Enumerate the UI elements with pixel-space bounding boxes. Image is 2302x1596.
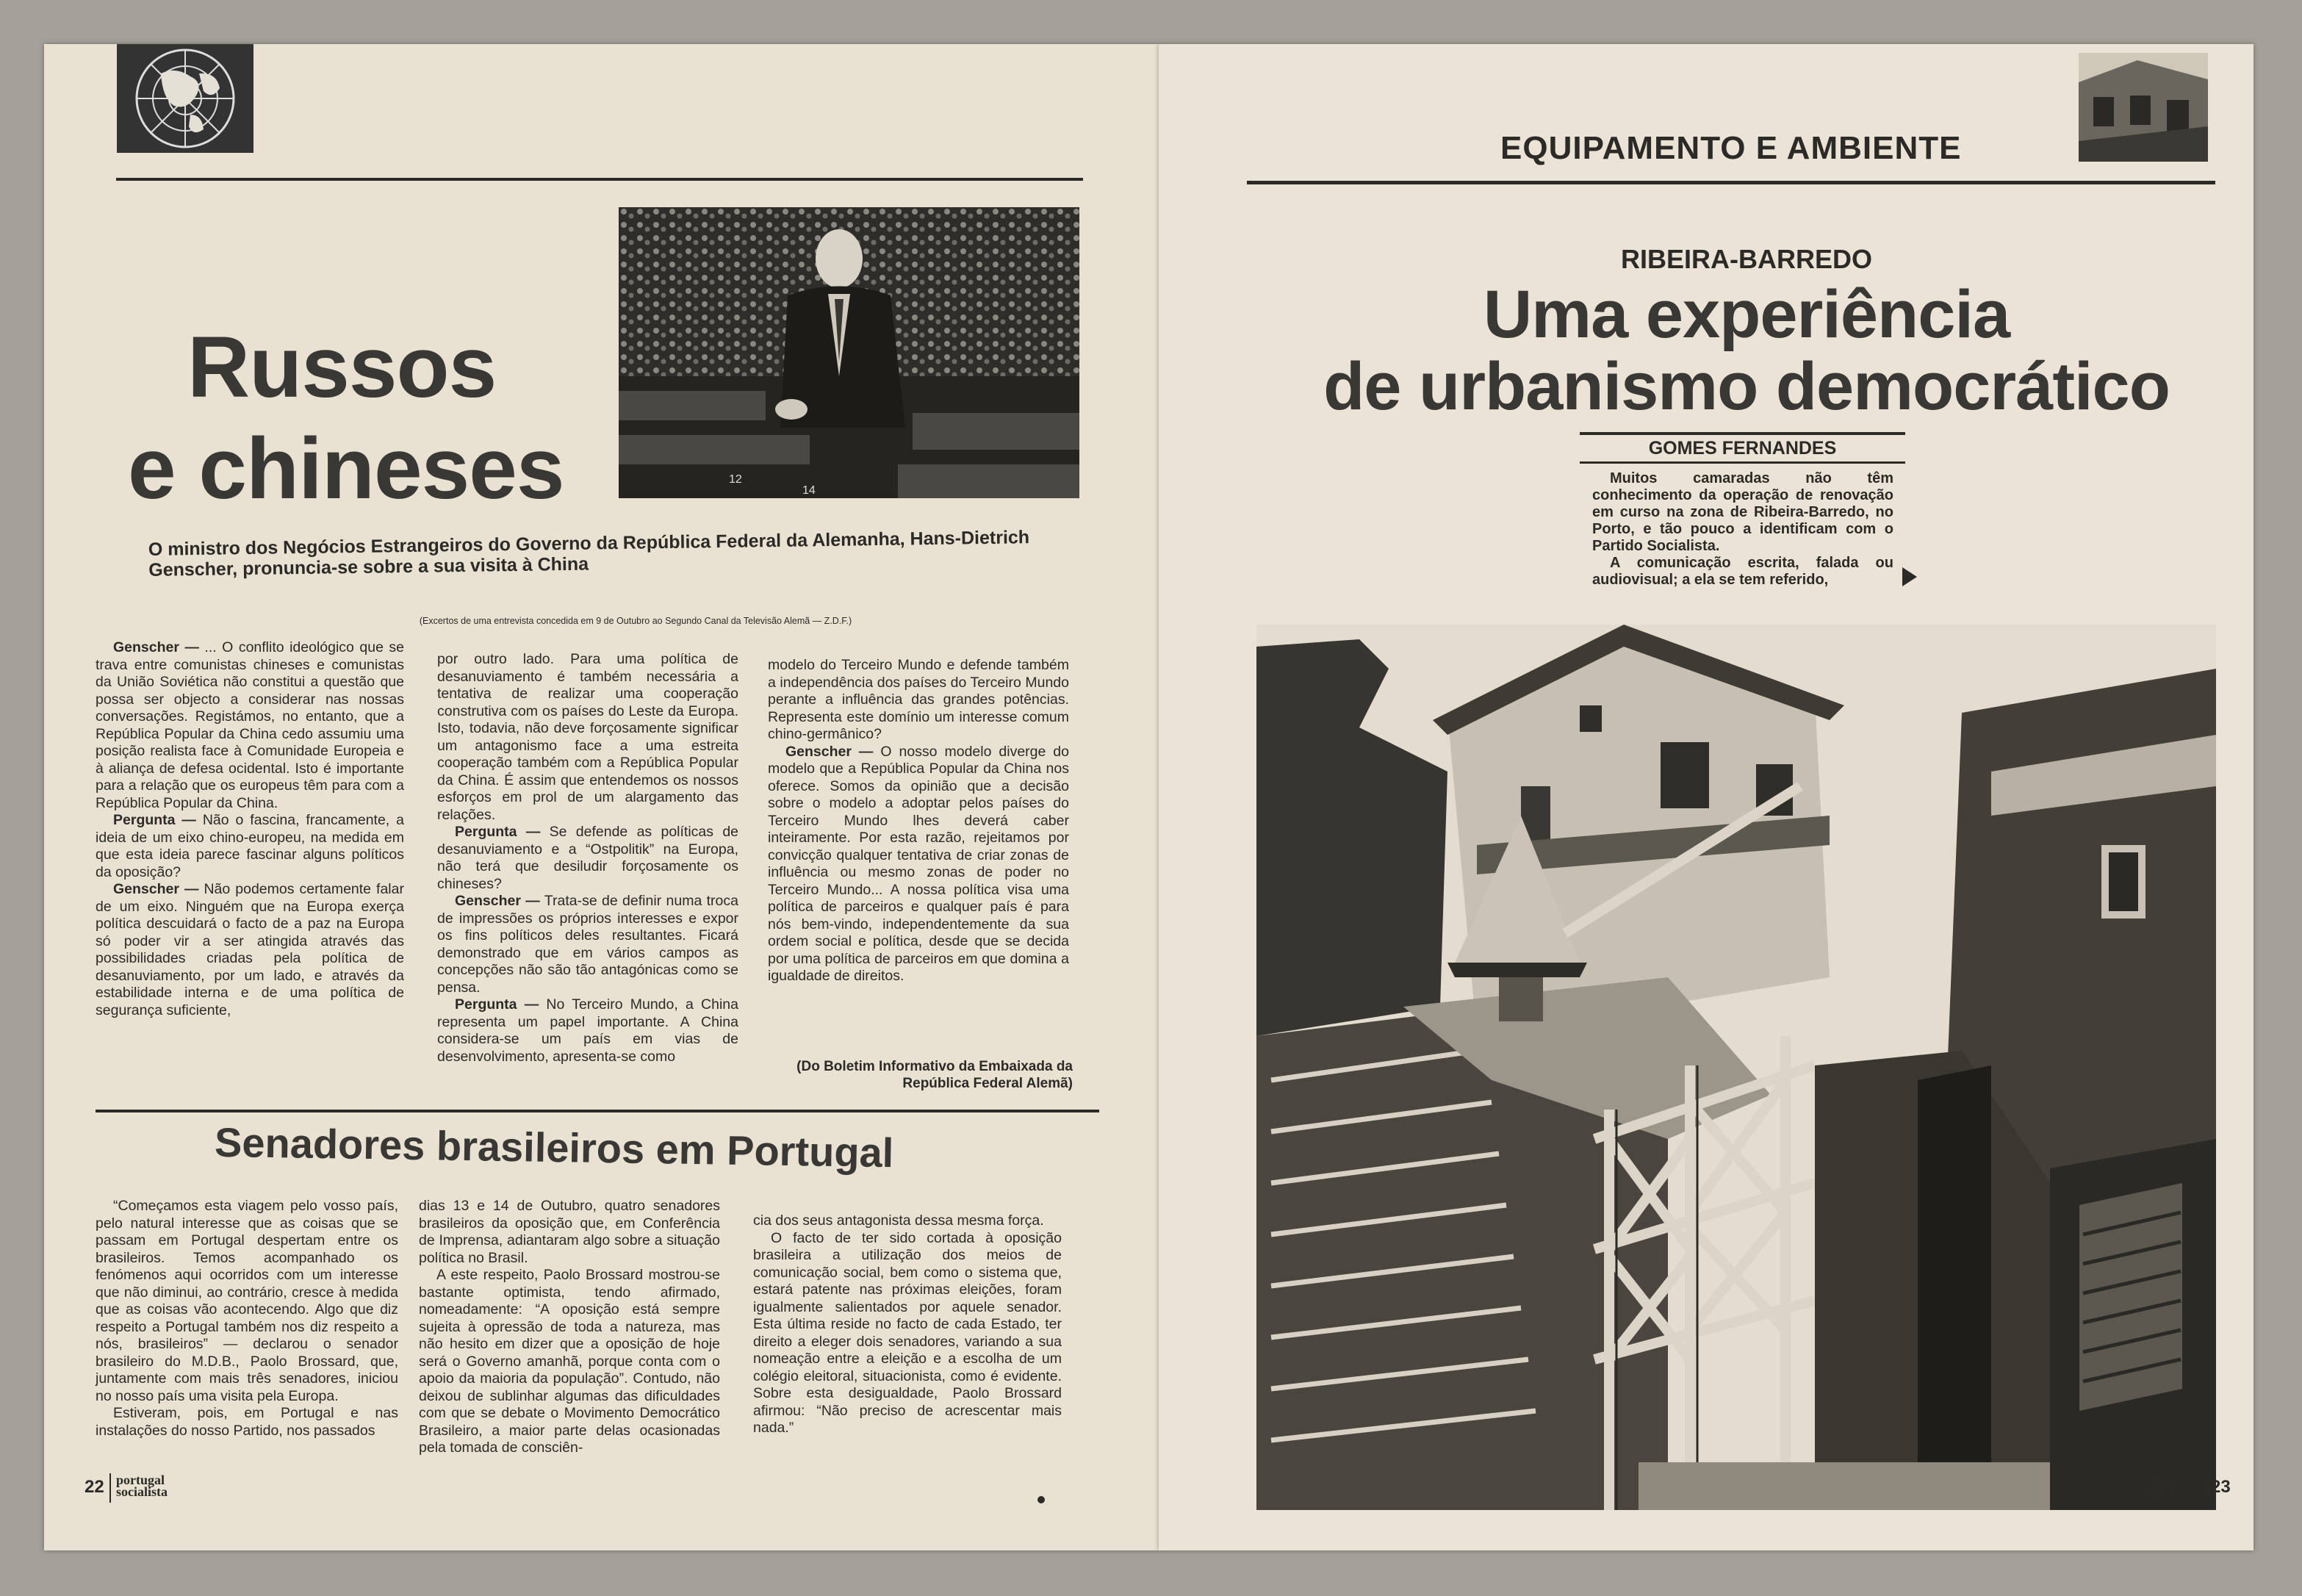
paragraph <box>96 812 404 881</box>
speaker-label: Genscher — <box>113 881 199 897</box>
kicker: RIBEIRA-BARREDO <box>1621 244 1872 274</box>
globe-icon <box>117 44 253 153</box>
article1-credit: (Do Boletim Informativo da Embaixada da República Federal Alemã) <box>796 1059 1073 1091</box>
genscher-photo <box>619 207 1079 498</box>
article1-column-2 <box>437 651 738 1065</box>
speaker-label: Pergunta — <box>113 812 196 828</box>
paragraph: A comunicação escrita, falada ou audiovisual; a ela se tem referido, <box>1592 555 1893 588</box>
end-mark <box>1037 1496 1045 1503</box>
paragraph: O facto de ter sido cortada à oposição brasileira a utilização dos meios de comunicação social, bem como o sistema que, estará patente nas próximas eleições, foram igualmente salientados por aquele senador. Esta última reside no facto de cada Estado, ter direito a eleger dois senadores, variando a sua nomeação entre a eleição e a escolha de um colégio eleitoral, situacionista, como é evidente. Sobre esta desigualdade, Paolo Brossard afirmou: “Não preciso de acrescentar mais nada.” <box>753 1229 1062 1436</box>
paragraph <box>96 639 404 812</box>
article-subtitle: O ministro dos Negócios Estrangeiros do Governo da República Federal da Alemanha, Hans-Dietrich Genscher, pronuncia-se sobre a sua visita à China <box>148 527 1030 580</box>
paragraph-text: Não podemos certamente falar de um eixo. Ninguém que na Europa exerça política descuidará o facto de a paz na Europa só poder vir a ser atingida através das possibilidades criadas pela política de desanuviamento, por um lado, e através da estabilidade interna e de uma política de segurança suficiente, <box>96 881 404 1018</box>
article-title-line2: e chineses <box>128 420 564 517</box>
article2-column-1 <box>96 1198 398 1439</box>
section-rule <box>96 1110 1099 1112</box>
paragraph <box>437 893 738 996</box>
right-page <box>1159 44 2254 1550</box>
continue-arrow-icon <box>1902 567 1917 586</box>
paragraph: A este respeito, Paolo Brossard mostrou-se bastante optimista, tendo afirmado, nomeadamente: “A oposição está sempre sujeita à opressão de toda a natureza, mas não hesito em dizer que a oposição de hoje será o Governo amanhã, porque conta com o apoio da maioria da população”. Contudo, não deixou de sublinhar algumas das dificuldades com que se debate o Movimento Democrático Brasileiro, a maior parte delas ocasionadas pela tomada de consciên- <box>419 1267 720 1456</box>
title-line1: Uma experiência <box>1483 277 2010 352</box>
folio-divider-right <box>2206 1473 2207 1503</box>
paragraph <box>437 996 738 1065</box>
title-line2: de urbanismo democrático <box>1323 349 2170 424</box>
article-title-line1: Russos <box>187 319 497 416</box>
article2-title: Senadores brasileiros em Portugal <box>214 1118 894 1176</box>
speaker-label: Genscher — <box>113 639 199 655</box>
speaker-label: Genscher — <box>455 893 540 909</box>
paragraph-text: O nosso modelo diverge do modelo que a República Popular da China nos oferece. Somos da opinião que a decisão sobre o modelo a adoptar pelos países do Terceiro Mundo lhes deverá caber inteiramente. Por esta razão, rejeitamos por convicção qualquer tentativa de criar zonas de influência ou mesmo zonas de poder no Terceiro Mundo... A nossa política visa uma política de parceiros e qualquer país é para nós bem-vindo, independentemente da sua ordem social e política, desde que se decida por uma política de parceiros em que domina a igualdade de direitos. <box>768 743 1069 984</box>
paragraph-text: por outro lado. Para uma política de desanuviamento é também necessária a tentativa de realizar uma cooperação construtiva com os países do Leste da Europa. Isto, todavia, não deve forçosamente significar um antagonismo face a uma estreita cooperação também com a República Popular da China. É assim que entendemos os nossos esforços em prol de um alargamento das relações. <box>437 651 738 823</box>
paragraph <box>437 824 738 893</box>
paragraph <box>768 744 1069 985</box>
paragraph: dias 13 e 14 de Outubro, quatro senadores brasileiros da oposição que, em Conferência de Imprensa, adiantaram algo sobre a situação política no Brasil. <box>419 1198 720 1266</box>
byline-rule-bottom <box>1580 461 1905 464</box>
header-rule <box>116 178 1083 181</box>
folio-divider <box>109 1473 111 1503</box>
paragraph: Muitos camaradas não têm conhecimento da operação de renovação em curso na zona de Ribeira-Barredo, no Porto, e tão pouco a identificam com o Partido Socialista. <box>1592 470 1893 554</box>
paragraph: “Começamos esta viagem pelo vosso país, pelo natural interesse que as coisas que se passam em Portugal despertam entre os brasileiros. Temos acompanhado os fenómenos aqui ocorridos com um interesse que não diminui, ao contrário, cresce à medida que as coisas vão acontecendo. Algo que diz respeito a Portugal também nos diz respeito a nós, brasileiros” — declarou o senador brasileiro do M.D.B., Paolo Brossard, que, juntamente com mais três senadores, iniciou no nosso país uma visita pela Europa. <box>96 1198 398 1404</box>
article2-column-3 <box>753 1212 1062 1437</box>
article1-column-1 <box>96 639 404 1019</box>
paragraph: cia dos seus antagonista dessa mesma força. <box>753 1212 1044 1229</box>
speaker-label: Genscher — <box>785 743 874 760</box>
article1-column-3 <box>768 657 1069 985</box>
paragraph <box>437 651 738 824</box>
svg-text:12: 12 <box>729 473 742 486</box>
paragraph-text: No Terceiro Mundo, a China representa um papel importante. A China considera-se um país em vias de desenvolvimento, apresenta-se como <box>437 996 738 1065</box>
page-number-left: 22 <box>84 1477 104 1497</box>
speaker-label: Pergunta — <box>455 996 539 1013</box>
paragraph-text: ... O conflito ideológico que se trava entre comunistas chineses e comunistas da União Soviética não constitui a questão que possa ser objecto a considerar nas nossas conversações. Registámos, no entanto, que a República Popular da China cedo assumiu uma posição realista face à Comunidade Europeia e à aliança de defesa ocidental. Isto é importante para a relação que os europeus têm para com a República Popular da China. <box>96 639 404 811</box>
publication-logo-right: portugal socialista <box>2127 1473 2179 1499</box>
section-rule-right <box>1247 181 2215 184</box>
paragraph-text: Se defende as políticas de desanuviamento e a “Ostpolitik” na Europa, não terá que desiludir forçosamente os chineses? <box>437 824 739 892</box>
intro-text <box>1592 470 1893 589</box>
ribeira-barredo-photo <box>1256 625 2216 1510</box>
paragraph: Estiveram, pois, em Portugal e nas instalações do nosso Partido, nos passados <box>96 1405 398 1439</box>
publication-logo-left: portugal socialista <box>116 1473 168 1499</box>
paragraph <box>96 881 404 1019</box>
paragraph <box>768 657 1069 744</box>
paragraph-text: modelo do Terceiro Mundo e defende também a independência dos países do Terceiro Mundo perante a influência das grandes potências. Representa este domínio um interesse comum chino-germânico? <box>768 657 1069 742</box>
header-thumbnail-photo <box>2079 53 2208 162</box>
page-number-right: 23 <box>2211 1477 2231 1497</box>
svg-text:14: 14 <box>802 484 816 497</box>
left-page <box>44 44 1159 1550</box>
byline-rule-top <box>1580 432 1905 435</box>
speaker-label: Pergunta — <box>455 824 541 840</box>
paragraph-text: Trata-se de definir numa troca de impressões os próprios interesses e expor os fins políticos deles resultantes. Ficará demonstrado que em vários campos as concepções não são tão antagónicas como se pensa. <box>437 893 738 996</box>
article2-column-2 <box>419 1198 720 1457</box>
source-note: (Excertos de uma entrevista concedida em 9 de Outubro ao Segundo Canal da Televisão Alemã — Z.D.F.) <box>419 616 852 626</box>
paragraph-text: Não o fascina, francamente, a ideia de um eixo chino-europeu, na medida em que esta ideia parece fascinar alguns políticos da oposição? <box>96 812 404 880</box>
byline: GOMES FERNANDES <box>1648 438 1837 459</box>
section-title: EQUIPAMENTO E AMBIENTE <box>1500 130 1962 166</box>
